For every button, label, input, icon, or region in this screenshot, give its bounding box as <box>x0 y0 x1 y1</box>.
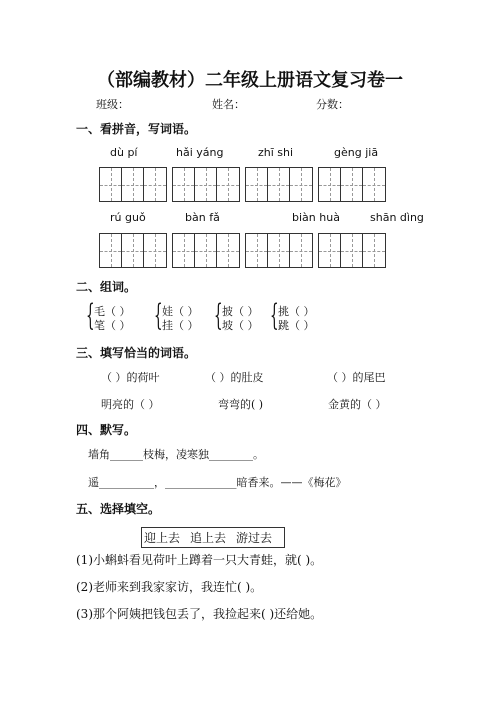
brace-icon: { <box>270 298 279 333</box>
choice-box <box>141 527 285 548</box>
pinyin-5: rú guǒ <box>110 211 146 224</box>
brace-icon: { <box>86 298 95 333</box>
fill-blank[interactable]: （ ）的荷叶 <box>101 371 160 384</box>
choice-option[interactable]: 游过去 <box>236 531 273 545</box>
section-2-heading: 二、组词。 <box>76 280 137 294</box>
word-item[interactable]: 毛（ ） <box>94 305 131 318</box>
pinyin-7: biàn huà <box>292 211 340 224</box>
writing-grid[interactable] <box>172 167 240 202</box>
fill-blank[interactable]: 金黄的（ ） <box>328 398 387 411</box>
pinyin-6: bàn fǎ <box>185 211 220 224</box>
word-group-4 <box>270 298 340 333</box>
pinyin-8: shān dìng <box>370 211 424 224</box>
word-item[interactable]: 披（ ） <box>222 305 259 318</box>
pinyin-2: hǎi yáng <box>176 146 224 159</box>
word-item[interactable]: 挂（ ） <box>162 319 199 332</box>
question-3[interactable]: (3)那个阿姨把钱包丢了，我捡起来( )还给她。 <box>76 607 323 621</box>
section-5-heading: 五、选择填空。 <box>76 502 161 516</box>
choice-option[interactable]: 追上去 <box>190 531 227 545</box>
section-3-heading: 三、填写恰当的词语。 <box>76 346 197 360</box>
writing-grid[interactable] <box>245 167 313 202</box>
fill-blank[interactable]: 弯弯的( ) <box>218 398 264 411</box>
score-label: 分数： <box>316 98 349 111</box>
word-item[interactable]: 娃（ ） <box>162 305 199 318</box>
choice-option[interactable]: 迎上去 <box>144 531 181 545</box>
section-4-heading: 四、默写。 <box>76 423 137 437</box>
fill-blank[interactable]: （ ）的肚皮 <box>205 371 264 384</box>
poem-line-1[interactable]: 墙角______枝梅，凌寒独________。 <box>88 448 264 461</box>
writing-grid[interactable] <box>318 167 386 202</box>
class-label: 班级： <box>96 98 129 111</box>
fill-blank[interactable]: 明亮的（ ） <box>101 398 160 411</box>
pinyin-3: zhī shi <box>258 146 294 159</box>
question-2[interactable]: (2)老师来到我家家访，我连忙( )。 <box>76 580 263 594</box>
pinyin-4: gèng jiā <box>334 146 379 159</box>
writing-grid[interactable] <box>99 167 167 202</box>
writing-grid[interactable] <box>245 233 313 268</box>
brace-icon: { <box>214 298 223 333</box>
word-item[interactable]: 挑（ ） <box>278 305 315 318</box>
name-label: 姓名： <box>212 98 245 111</box>
page-title: （部编教材）二年级上册语文复习卷一 <box>97 70 403 91</box>
fill-blank[interactable]: （ ）的尾巴 <box>327 371 386 384</box>
word-item[interactable]: 笔（ ） <box>94 319 131 332</box>
pinyin-1: dù pí <box>110 146 138 159</box>
brace-icon: { <box>154 298 163 333</box>
word-group-1 <box>86 298 156 333</box>
writing-grid[interactable] <box>172 233 240 268</box>
writing-grid[interactable] <box>99 233 167 268</box>
word-item[interactable]: 跳（ ） <box>278 319 315 332</box>
word-item[interactable]: 坡（ ） <box>222 319 259 332</box>
poem-line-2[interactable]: 遥__________，_____________暗香来。——《梅花》 <box>88 476 347 489</box>
question-1[interactable]: (1)小蝌蚪看见荷叶上蹲着一只大青蛙，就( )。 <box>76 553 323 567</box>
section-1-heading: 一、看拼音，写词语。 <box>76 122 197 136</box>
writing-grid[interactable] <box>318 233 386 268</box>
